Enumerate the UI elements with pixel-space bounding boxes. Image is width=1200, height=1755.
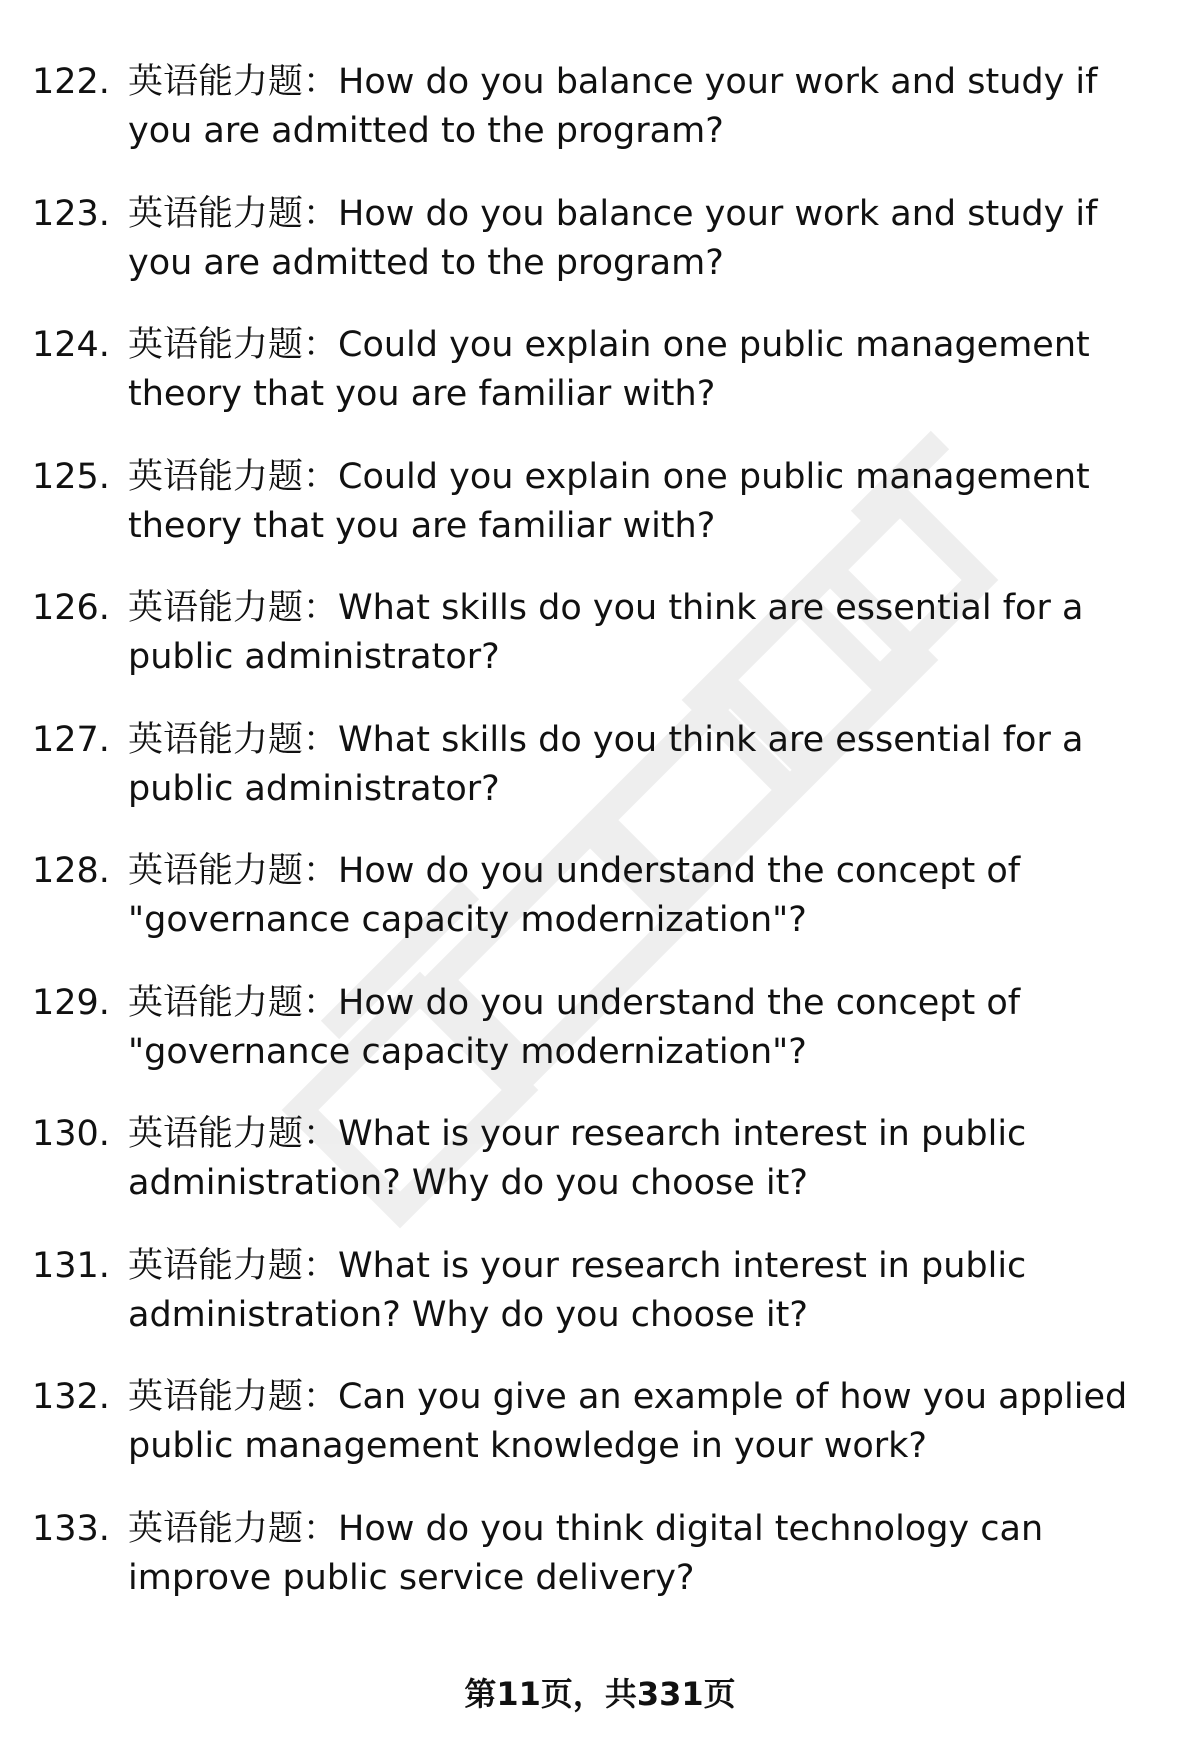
question-tag: 英语能力题： <box>128 1245 339 1286</box>
question-line-2: "governance capacity modernization"? <box>128 1031 807 1072</box>
question-tag: 英语能力题： <box>128 719 339 760</box>
question-text <box>128 1242 1138 1340</box>
question-tag: 英语能力题： <box>128 62 339 102</box>
question-line-2: you are admitted to the program? <box>128 111 724 151</box>
list-item <box>0 321 1200 453</box>
question-line-2: theory that you are familiar with? <box>128 374 716 414</box>
question-line-1: How do you understand the concept of <box>338 982 1021 1023</box>
question-text <box>128 58 1138 156</box>
question-line <box>128 453 1138 502</box>
question-number: 123. <box>32 193 110 234</box>
list-item <box>0 847 1200 979</box>
question-line <box>128 847 1138 896</box>
list-item <box>0 1242 1200 1374</box>
question-tag: 英语能力题： <box>128 193 339 234</box>
question-tag: 英语能力题： <box>128 1508 339 1549</box>
question-line-1: Could you explain one public management <box>338 456 1090 497</box>
question-number: 130. <box>32 1114 110 1154</box>
list-item <box>0 1373 1200 1505</box>
question-line <box>128 1373 1138 1422</box>
question-text <box>128 453 1138 551</box>
question-line-1: What skills do you think are essential for a <box>338 719 1084 760</box>
question-line-2: administration? Why do you choose it? <box>128 1294 808 1335</box>
question-line <box>128 1505 1138 1554</box>
question-line-2: public administrator? <box>128 768 500 809</box>
list-item <box>0 58 1200 190</box>
question-text <box>128 584 1138 682</box>
question-tag: 英语能力题： <box>128 325 339 365</box>
question-line-1: What is your research interest in public <box>338 1245 1027 1286</box>
question-line <box>128 321 1138 370</box>
question-line-1: How do you understand the concept of <box>338 851 1021 891</box>
question-text <box>128 1505 1138 1603</box>
question-line <box>128 1110 1138 1159</box>
question-line-1: What is your research interest in public <box>338 1114 1027 1154</box>
question-tag: 英语能力题： <box>128 1114 339 1154</box>
question-line <box>128 716 1138 765</box>
question-line-1: Can you give an example of how you applied <box>338 1377 1128 1417</box>
question-number: 122. <box>32 62 110 102</box>
question-number: 127. <box>32 719 110 760</box>
question-line <box>128 979 1138 1028</box>
question-number: 132. <box>32 1377 110 1417</box>
question-text <box>128 1373 1138 1471</box>
question-line-2: public administrator? <box>128 637 500 677</box>
list-item <box>0 979 1200 1111</box>
question-text <box>128 979 1138 1077</box>
question-line-1: Could you explain one public management <box>338 325 1090 365</box>
question-number: 124. <box>32 325 110 365</box>
question-text <box>128 847 1138 945</box>
question-tag: 英语能力题： <box>128 851 339 891</box>
list-item <box>0 584 1200 716</box>
page-footer: 第11页，共331页 <box>464 1675 736 1713</box>
list-item <box>0 716 1200 848</box>
question-line-2: you are admitted to the program? <box>128 242 724 283</box>
question-line <box>128 1242 1138 1291</box>
question-list <box>0 58 1200 1636</box>
question-number: 133. <box>32 1508 110 1549</box>
question-line-1: How do you think digital technology can <box>338 1508 1044 1549</box>
question-tag: 英语能力题： <box>128 588 339 628</box>
question-number: 126. <box>32 588 110 628</box>
question-line-2: administration? Why do you choose it? <box>128 1163 808 1203</box>
question-text <box>128 716 1138 814</box>
question-number: 131. <box>32 1245 110 1286</box>
question-number: 128. <box>32 851 110 891</box>
question-tag: 英语能力题： <box>128 456 339 497</box>
question-line <box>128 584 1138 633</box>
question-line-2: improve public service delivery? <box>128 1557 695 1598</box>
question-line-1: What skills do you think are essential for a <box>338 588 1084 628</box>
question-line-1: How do you balance your work and study if <box>338 62 1098 102</box>
list-item <box>0 1505 1200 1637</box>
question-number: 129. <box>32 982 110 1023</box>
question-line-2: theory that you are familiar with? <box>128 505 716 546</box>
question-text <box>128 321 1138 419</box>
question-text <box>128 190 1138 288</box>
list-item <box>0 190 1200 322</box>
question-tag: 英语能力题： <box>128 1377 339 1417</box>
question-tag: 英语能力题： <box>128 982 339 1023</box>
question-line <box>128 58 1138 107</box>
question-line-1: How do you balance your work and study if <box>338 193 1098 234</box>
question-line-2: "governance capacity modernization"? <box>128 900 807 940</box>
list-item <box>0 453 1200 585</box>
question-line-2: public management knowledge in your work? <box>128 1426 927 1466</box>
question-line <box>128 190 1138 239</box>
question-number: 125. <box>32 456 110 497</box>
list-item <box>0 1110 1200 1242</box>
question-text <box>128 1110 1138 1208</box>
